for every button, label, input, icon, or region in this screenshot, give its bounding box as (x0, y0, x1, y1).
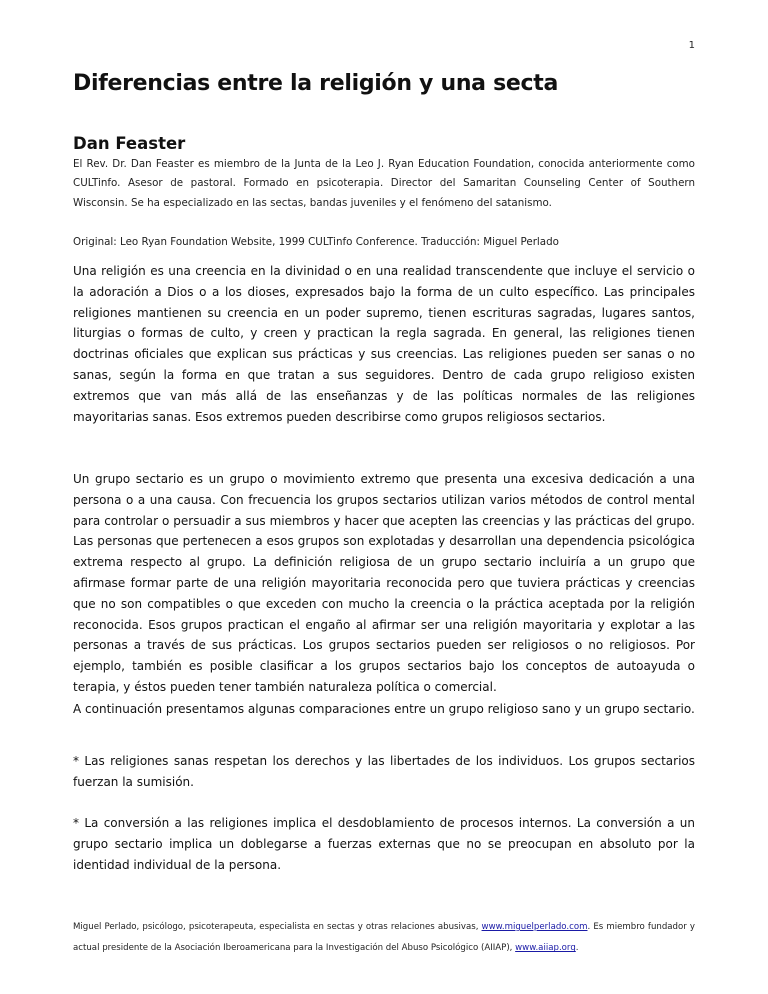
author-name: Dan Feaster (73, 134, 186, 153)
footer-text: . Es miembro fundador y actual presidente de la Asociación Iberoamericana para la Investigación del Abuso Psicológico (AIIAP), (73, 922, 695, 954)
paragraph-comparison-intro: A continuación presentamos algunas comparaciones entre un grupo religioso sano y un grupo sectario. (73, 702, 695, 716)
page-number: 1 (688, 40, 695, 51)
comparison-item: * La conversión a las religiones implica el desdoblamiento de procesos internos. La conversión a un grupo sectario implica un doblegarse a fuerzas externas que no se preocupan en absoluto por la identidad individual de la persona. (73, 816, 695, 872)
footer-text: Miguel Perlado, psicólogo, psicoterapeuta, especialista en sectas y otras relaciones abusivas, (73, 922, 482, 932)
author-bio: El Rev. Dr. Dan Feaster es miembro de la Junta de la Leo J. Ryan Education Foundation, conocida anteriormente como CULTinfo. Asesor de pastoral. Formado en psicoterapia. Director del Samaritan Counseling Center of Southern Wisconsin. Se ha especializado en las sectas, bandas juveniles y el fenómeno del satanismo. (73, 158, 695, 209)
footer-text: . (575, 943, 579, 954)
source-note: Original: Leo Ryan Foundation Website, 1999 CULTinfo Conference. Traducción: Miguel Perlado (73, 236, 559, 248)
document-title: Diferencias entre la religión y una secta (73, 71, 559, 96)
link-aiiap[interactable]: www.aiiap.org (515, 943, 576, 954)
page-footer (73, 917, 695, 960)
paragraph-religion-definition: Una religión es una creencia en la divinidad o en una realidad transcendente que incluye el servicio o la adoración a Dios o a los dioses, expresados bajo la forma de un culto específico. Las principales religiones mantienen su creencia en un poder supremo, tienen escrituras sagradas, lugares santos, liturgias o formas de culto, y creen y practican la regla sagrada. En general, las religiones tienen doctrinas oficiales que explican sus prácticas y sus creencias. Las religiones pueden ser sanas o no sanas, según la forma en que tratan a sus seguidores. Dentro de cada grupo religioso existen extremos que van más allá de las enseñanzas y de las políticas normales de las religiones mayoritarias sanas. Esos extremos pueden describirse como grupos religiosos sectarios. (73, 264, 695, 424)
comparison-item: * Las religiones sanas respetan los derechos y las libertades de los individuos. Los grupos sectarios fuerzan la sumisión. (73, 754, 695, 789)
paragraph-sect-definition: Un grupo sectario es un grupo o movimiento extremo que presenta una excesiva dedicación a una persona o a una causa. Con frecuencia los grupos sectarios utilizan varios métodos de control mental para controlar o persuadir a sus miembros y hacer que acepten las creencias y las prácticas del grupo. Las personas que pertenecen a esos grupos son explotadas y desarrollan una dependencia psicológica extrema respecto al grupo. La definición religiosa de un grupo sectario incluiría a un grupo que afirmase formar parte de una religión mayoritaria reconocida pero que tuviera prácticas y creencias que no son compatibles o que exceden con mucho la creencia o la práctica aceptada por la religión reconocida. Esos grupos practican el engaño al afirmar ser una religión mayoritaria y explotar a las personas a través de sus prácticas. Los grupos sectarios pueden ser religiosos o no religiosos. Por ejemplo, también es posible clasificar a los grupos sectarios bajo los conceptos de autoayuda o terapia, y éstos pueden tener también naturaleza política o comercial. (73, 472, 695, 694)
link-miguelperlado[interactable]: www.miguelperlado.com (481, 922, 588, 932)
